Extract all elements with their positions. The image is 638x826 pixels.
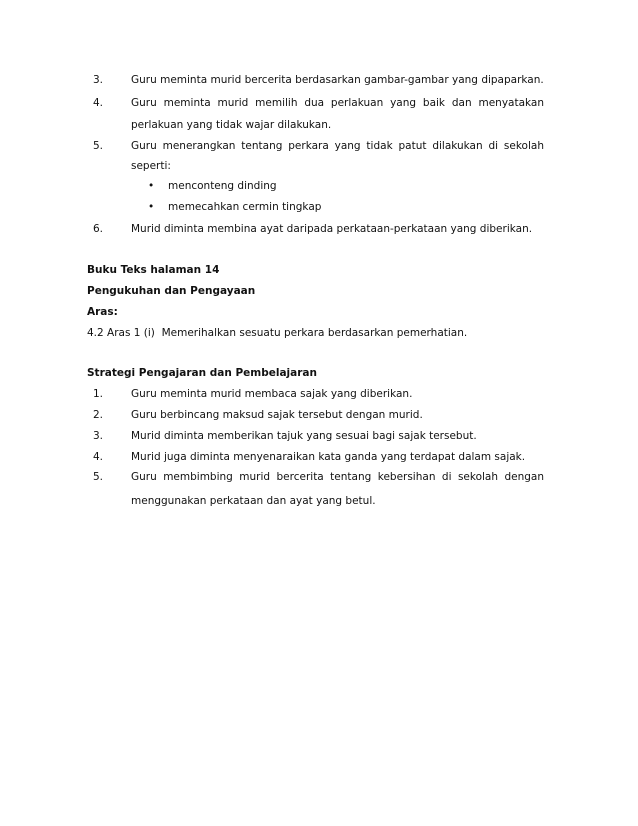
document-page: 3. Guru meminta murid bercerita berdasarkan gambar-gambar yang dipaparkan. 4. Guru meminta murid memilih dua perlakuan yang baik dan menyatakan perlakuan yang tidak wajar dilakukan. 5. Guru menerangkan tentang perkara yang tidak patut dilakukan di sekolah seperti: • menconteng dinding • memecahkan cermin tingkap 6. Murid diminta membina ayat daripada perkataan-perkataan yang diberikan. Buku Teks halaman 14 Pengukuhan dan Pengayaan Aras: 4.2 Aras 1 (i) Memerihalkan sesuatu perkara berdasarkan pemerhatian. Strategi Pengajaran dan Pembelajaran 1. Guru meminta murid membaca sajak yang diberikan. 2. Guru berbincang maksud sajak tersebut dengan murid. 3. Murid diminta memberikan tajuk yang sesuai bagi sajak tersebut. 4. Murid juga diminta menyenaraikan kata ganda yang terdapat dalam sajak. 5. Guru membimbing murid bercerita tentang kebersihan di sekolah dengan menggunakan perkataan dan ayat yang betul. [87,74,544,507]
item-text: Guru membimbing murid bercerita tentang kebersihan di sekolah dengan [131,471,544,483]
item-text: menggunakan perkataan dan ayat yang betul. [131,495,376,507]
item-text: perlakuan yang tidak wajar dilakukan. [131,119,332,131]
item-number: 2. [93,409,104,421]
item-text: seperti: [131,160,171,172]
item-text: Murid juga diminta menyenaraikan kata ganda yang terdapat dalam sajak. [131,451,526,463]
item-text: Guru meminta murid bercerita berdasarkan gambar-gambar yang dipaparkan. [131,74,544,86]
item-text: Guru meminta murid membaca sajak yang diberikan. [131,388,413,400]
item-text: Guru berbincang maksud sajak tersebut dengan murid. [131,409,423,421]
item-number: 5. [93,140,104,152]
item-text: Murid diminta membina ayat daripada perkataan-perkataan yang diberikan. [131,223,533,235]
item-number: 3. [93,74,104,86]
bullet-text: memecahkan cermin tingkap [168,201,322,213]
bullet-marker: • [148,201,155,213]
item-number: 6. [93,223,104,235]
item-number: 3. [93,430,104,442]
item-number: 5. [93,471,104,483]
item-number: 4. [93,451,104,463]
item-text: Murid diminta memberikan tajuk yang sesuai bagi sajak tersebut. [131,430,477,442]
item-number: 1. [93,388,104,400]
bullet-text: menconteng dinding [168,180,277,192]
item-text: Guru menerangkan tentang perkara yang tidak patut dilakukan di sekolah [131,140,544,152]
bullet-marker: • [148,180,155,192]
item-text: Guru meminta murid memilih dua perlakuan yang baik dan menyatakan [131,97,544,109]
item-number: 4. [93,97,104,109]
